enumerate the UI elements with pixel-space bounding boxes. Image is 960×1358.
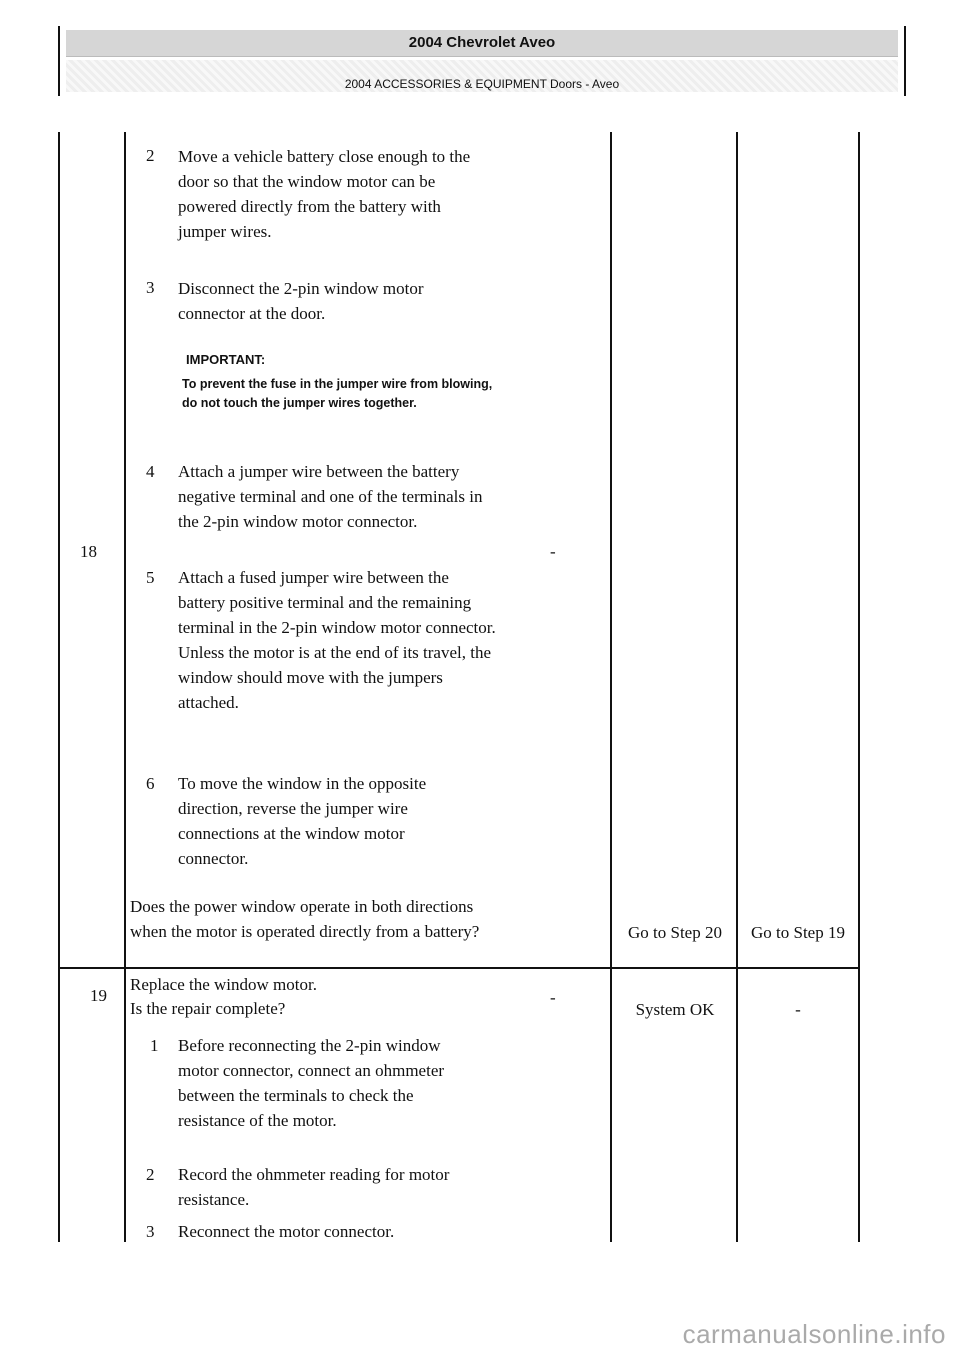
column-divider-action: [610, 132, 612, 1242]
list-item-text: Disconnect the 2-pin window motor connector at the door.: [178, 279, 424, 323]
header-right-border: [904, 26, 906, 96]
value-cell: -: [550, 542, 556, 561]
list-item-text: To move the window in the opposite direction, reverse the jumper wire connections at the window motor connector.: [178, 774, 427, 868]
list-item-text: Move a vehicle battery close enough to the door so that the window motor can be powered directly from the battery with jumper wires.: [178, 147, 471, 241]
diagnostic-table: [58, 132, 860, 1242]
row-question: Is the repair complete?: [130, 999, 286, 1018]
header-left-border: [58, 26, 60, 96]
column-divider-step: [124, 132, 126, 1242]
list-item-number: 2: [146, 1165, 155, 1184]
step-number-18: 18: [80, 542, 97, 561]
list-item-number: 2: [146, 146, 155, 165]
row-action: Replace the window motor.: [130, 975, 317, 994]
yes-cell: Go to Step 20: [628, 923, 722, 942]
list-item-number: 1: [150, 1036, 159, 1055]
list-item-text: Before reconnecting the 2-pin window motor connector, connect an ohmmeter between the terminals to check the resistance of the motor.: [178, 1036, 445, 1130]
list-item-text: Attach a jumper wire between the battery negative terminal and one of the terminals in the 2-pin window motor connector.: [178, 462, 483, 531]
document-header: [58, 26, 906, 96]
important-text: To prevent the fuse in the jumper wire from blowing, do not touch the jumper wires together.: [182, 377, 493, 410]
no-cell: -: [795, 1000, 801, 1019]
list-item-number: 6: [146, 774, 155, 793]
table-border-left: [58, 132, 60, 1242]
step-number-19: 19: [90, 986, 107, 1005]
table-border-right: [858, 132, 860, 1242]
list-item-text: Record the ohmmeter reading for motor resistance.: [178, 1165, 450, 1209]
column-divider-yes: [736, 132, 738, 1242]
list-item-number: 5: [146, 568, 155, 587]
list-item-number: 4: [146, 462, 155, 481]
value-cell: -: [550, 988, 556, 1007]
row-divider: [58, 967, 860, 969]
no-cell: Go to Step 19: [751, 923, 845, 942]
list-item-number: 3: [146, 1222, 155, 1241]
list-item-text: Reconnect the motor connector.: [178, 1222, 395, 1241]
list-item-number: 3: [146, 278, 155, 297]
header-subtitle: 2004 ACCESSORIES & EQUIPMENT Doors - Aveo: [66, 60, 898, 92]
watermark-footer[interactable]: carmanualsonline.info: [682, 1319, 946, 1349]
row-question: Does the power window operate in both directions when the motor is operated directly from a battery?: [130, 897, 480, 941]
header-title: 2004 Chevrolet Aveo: [66, 30, 898, 57]
list-item-text: Attach a fused jumper wire between the battery positive terminal and the remaining terminal in the 2-pin window motor connector. Unless the motor is at the end of its travel, the window should move with the jumpers attached.: [178, 568, 496, 712]
important-label: IMPORTANT:: [186, 352, 266, 367]
yes-cell: System OK: [635, 1000, 715, 1019]
